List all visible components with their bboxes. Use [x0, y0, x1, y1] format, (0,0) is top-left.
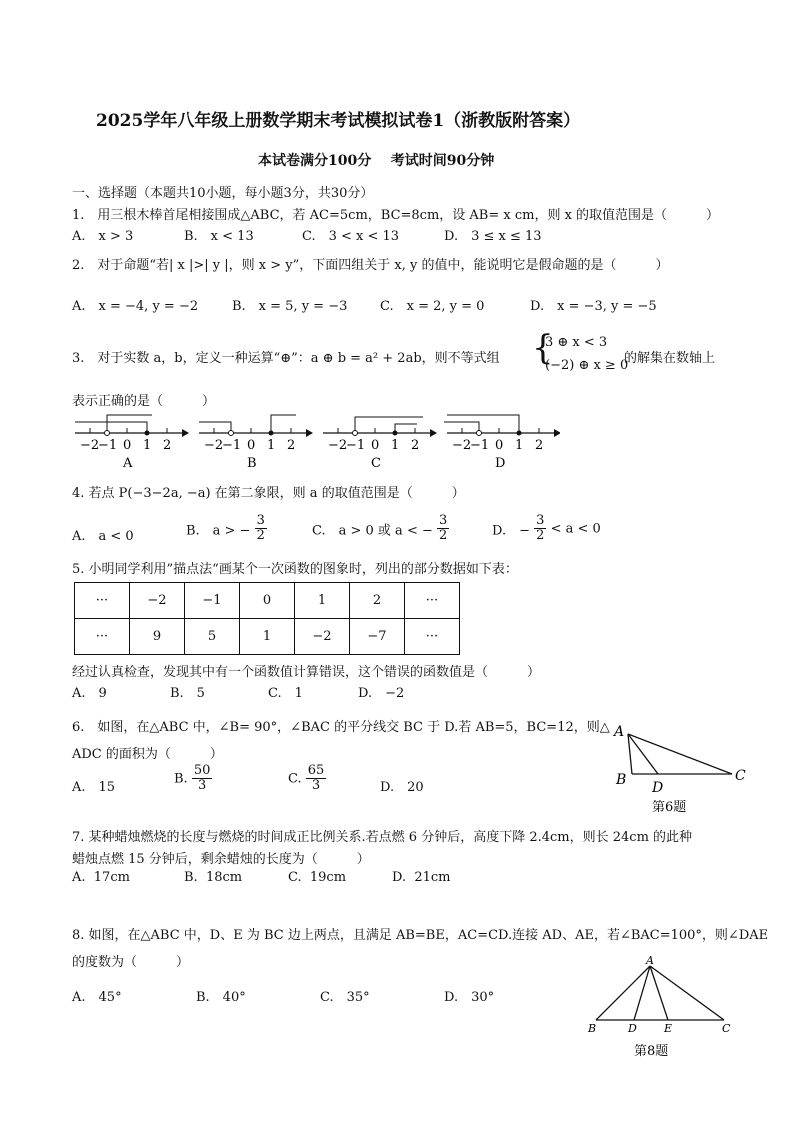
- q7-option-b: B. 18cm: [184, 870, 243, 885]
- q3-stem-cont: 表示正确的是（ ）: [72, 394, 216, 409]
- q3-system-line2: (−2) ⊕ x ≥ 0: [545, 358, 629, 373]
- q5-option-c: C. 1: [268, 686, 303, 701]
- tick-label: 0: [123, 438, 132, 453]
- q2-option-a: A. x = −4, y = −2: [72, 299, 199, 314]
- q6-figure: [608, 720, 758, 820]
- q2-option-c: C. x = 2, y = 0: [380, 299, 485, 314]
- tick-label: −2: [328, 438, 348, 453]
- vertex-label-b: B: [616, 772, 627, 788]
- tick-label: 2: [163, 438, 172, 453]
- table-cell: −2: [295, 619, 350, 655]
- number-line-b: [199, 415, 313, 471]
- figure-label-c: C: [371, 456, 381, 471]
- table-cell: 2: [350, 583, 405, 619]
- tick-label: −1: [470, 438, 490, 453]
- number-line-a: [75, 415, 189, 471]
- figure-label-a: A: [123, 456, 133, 471]
- table-cell: 5: [185, 619, 240, 655]
- q7-option-d: D. 21cm: [392, 870, 451, 885]
- q3-number-lines: [70, 405, 560, 473]
- tick-label: 1: [391, 438, 400, 453]
- q8-figure: [584, 954, 744, 1064]
- figure-label-b: B: [247, 456, 257, 471]
- tick-label: 0: [247, 438, 256, 453]
- q5-option-d: D. −2: [358, 686, 405, 701]
- tick-label: −2: [80, 438, 100, 453]
- table-cell: 1: [295, 583, 350, 619]
- tick-label: 0: [371, 438, 380, 453]
- vertex-label-d: D: [628, 1022, 637, 1035]
- vertex-label-b: B: [588, 1022, 597, 1035]
- tick-label: 2: [535, 438, 544, 453]
- table-row: [75, 619, 460, 655]
- number-line-c: [323, 417, 437, 471]
- q8-option-d: D. 30°: [444, 990, 495, 1005]
- exam-title: 2025学年八年级上册数学期末考试模拟试卷1（浙教版附答案）: [96, 111, 581, 131]
- q1-option-b: B. x < 13: [184, 229, 254, 244]
- q8-option-a: A. 45°: [72, 990, 122, 1005]
- q5-data-table: [74, 582, 460, 655]
- q6-option-b: B. $\frac{50}{3}$: [174, 763, 211, 794]
- figure-caption: 第8题: [634, 1044, 669, 1059]
- q5-question: 经过认真检查，发现其中有一个函数值计算错误，这个错误的函数值是（ ）: [72, 665, 541, 680]
- figure-label-d: D: [495, 456, 506, 471]
- q5-option-a: A. 9: [72, 686, 107, 701]
- tick-label: −1: [98, 438, 118, 453]
- q5-stem: 5. 小明同学利用”描点法“画某个一次函数的图象时，列出的部分数据如下表：: [72, 562, 518, 577]
- q2-option-b: B. x = 5, y = −3: [232, 299, 348, 314]
- q8-stem: 8. 如图，在△ABC 中，D、E 为 BC 边上两点，且满足 AB=BE，AC=CD.连接 AD、AE，若∠BAC=100°，则∠DAE: [72, 928, 769, 943]
- tick-label: −1: [346, 438, 366, 453]
- tick-label: 1: [267, 438, 276, 453]
- table-row: [75, 583, 460, 619]
- q6-option-d: D. 20: [380, 780, 424, 795]
- vertex-label-a: A: [614, 724, 625, 740]
- table-cell: ···: [405, 583, 460, 619]
- tick-label: −1: [222, 438, 242, 453]
- q3-stem-tail: 的解集在数轴上: [624, 351, 716, 366]
- q8-option-c: C. 35°: [320, 990, 370, 1005]
- q7-option-c: C. 19cm: [288, 870, 347, 885]
- q6-option-c: C. $\frac{65}{3}$: [288, 763, 325, 794]
- table-cell: −2: [130, 583, 185, 619]
- q6-option-a: A. 15: [72, 780, 116, 795]
- q4-option-c: C. a > 0 或 a < − $\frac{3}{2}$: [312, 513, 448, 544]
- q2-option-d: D. x = −3, y = −5: [530, 299, 657, 314]
- q8-stem-cont: 的度数为（ ）: [72, 955, 190, 970]
- section-heading: 一、选择题（本题共10小题，每小题3分，共30分）: [72, 186, 374, 201]
- table-cell: ···: [405, 619, 460, 655]
- q7-stem: 7. 某种蜡烛燃烧的长度与燃烧的时间成正比例关系.若点燃 6 分钟后，高度下降 2.4cm，则长 24cm 的此种: [72, 830, 693, 845]
- table-cell: 1: [240, 619, 295, 655]
- exam-subtitle: 本试卷满分100分 考试时间90分钟: [258, 153, 495, 169]
- q6-stem: 6. 如图，在△ABC 中，∠B= 90°，∠BAC 的平分线交 BC 于 D.若 AB=5，BC=12，则△: [72, 720, 610, 735]
- q4-option-b: B. a > − $\frac{3}{2}$: [186, 513, 265, 544]
- q3-system-line1: 3 ⊕ x < 3: [545, 335, 608, 350]
- tick-label: −2: [204, 438, 224, 453]
- q7-option-a: A. 17cm: [72, 870, 130, 885]
- table-cell: −7: [350, 619, 405, 655]
- tick-label: 0: [495, 438, 504, 453]
- table-cell: −1: [185, 583, 240, 619]
- tick-label: 2: [411, 438, 420, 453]
- vertex-label-c: C: [722, 1022, 731, 1035]
- tick-label: 1: [143, 438, 152, 453]
- q8-option-b: B. 40°: [196, 990, 246, 1005]
- vertex-label-e: E: [664, 1022, 673, 1035]
- number-line-d: [444, 415, 560, 471]
- q4-stem: 4. 若点 P(−3−2a, −a) 在第二象限，则 a 的取值范围是（ ）: [72, 486, 465, 501]
- figure-caption: 第6题: [652, 800, 687, 815]
- vertex-label-a: A: [646, 954, 654, 967]
- vertex-label-c: C: [735, 768, 746, 784]
- table-cell: 9: [130, 619, 185, 655]
- tick-label: 2: [287, 438, 296, 453]
- vertex-label-d: D: [652, 780, 664, 796]
- tick-label: −2: [452, 438, 472, 453]
- q1-option-a: A. x > 3: [72, 229, 134, 244]
- q2-stem: 2. 对于命题“若| x |>| y |，则 x > y”，下面四组关于 x, y 的值中，能说明它是假命题的是（ ）: [72, 258, 669, 273]
- q3-stem: 3. 对于实数 a，b，定义一种运算“⊕”：a ⊕ b = a² + 2ab，则不等式组: [72, 351, 500, 366]
- q7-stem-cont: 蜡烛点燃 15 分钟后，剩余蜡烛的长度为（ ）: [72, 852, 370, 867]
- system-brace: {: [532, 328, 554, 368]
- table-cell: ···: [75, 583, 130, 619]
- q1-stem: 1. 用三根木棒首尾相接围成△ABC，若 AC=5cm，BC=8cm，设 AB= x cm，则 x 的取值范围是（ ）: [72, 208, 720, 223]
- table-cell: ···: [75, 619, 130, 655]
- q1-option-c: C. 3 < x < 13: [302, 229, 400, 244]
- q6-stem-cont: ADC 的面积为（ ）: [72, 747, 223, 762]
- q1-option-d: D. 3 ≤ x ≤ 13: [444, 229, 542, 244]
- q5-option-b: B. 5: [170, 686, 205, 701]
- q4-option-a: A. a < 0: [72, 529, 134, 544]
- table-cell: 0: [240, 583, 295, 619]
- q4-option-d: D. − $\frac{3}{2}$ < a < 0: [492, 513, 601, 544]
- tick-label: 1: [515, 438, 524, 453]
